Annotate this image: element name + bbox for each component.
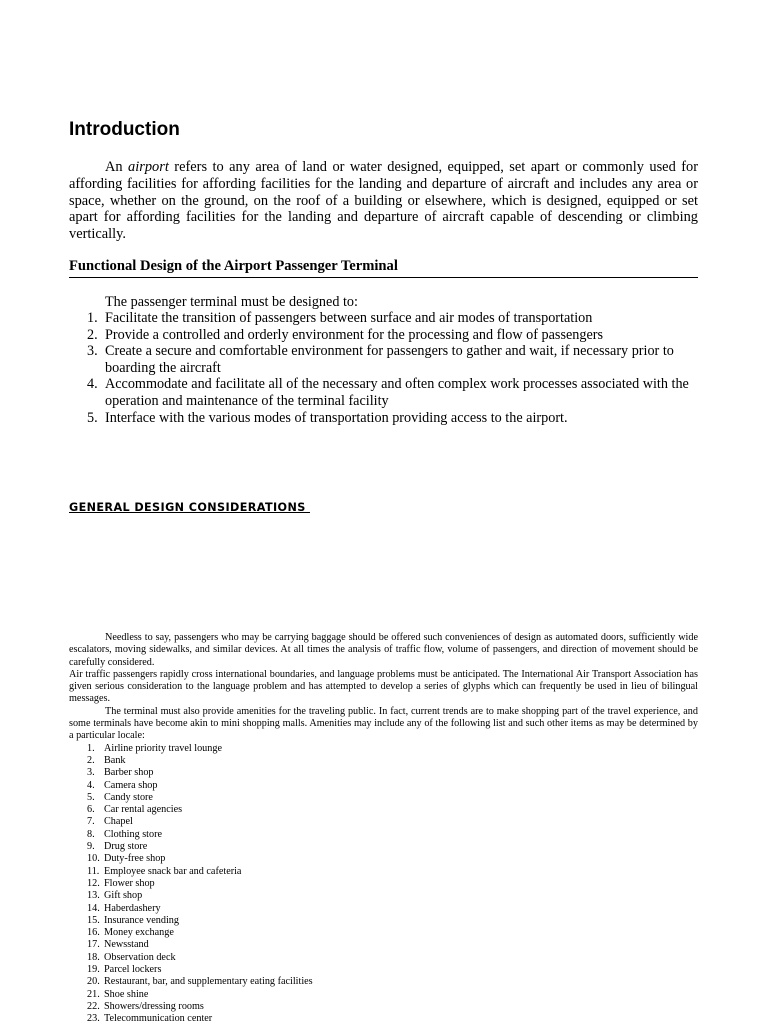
list-item-number: 4.	[87, 376, 98, 393]
list-item-number: 2.	[87, 754, 95, 766]
list-item	[69, 410, 698, 427]
list-item-number: 10.	[87, 853, 100, 865]
list-item	[69, 989, 698, 1001]
list-item-text: Telecommunication center	[104, 1013, 213, 1025]
introduction-paragraph	[69, 159, 698, 243]
terminal-requirements-lead: The passenger terminal must be designed to:	[105, 294, 358, 310]
list-item-text: Airline priority travel lounge	[104, 742, 222, 754]
list-item	[69, 780, 698, 792]
list-item-number: 22.	[87, 1000, 100, 1012]
list-item-text: Bank	[104, 754, 126, 766]
list-item-number: 23.	[87, 1013, 100, 1025]
list-item	[69, 816, 698, 828]
list-item-number: 7.	[87, 816, 95, 828]
list-item	[69, 903, 698, 915]
list-item-number: 19.	[87, 964, 100, 976]
list-item-number: 1.	[87, 742, 95, 754]
list-item-text: Chapel	[104, 816, 133, 828]
amenities-paragraph: The terminal must also provide amenities for the traveling public. In fact, current trends are to make shopping part of the travel experience, and some terminals have become akin to mini shopping malls. Amenities may include any of the following list and such other items as may be determined by a particular locale:	[69, 705, 698, 742]
list-item-text: Provide a controlled and orderly environment for the processing and flow of passengers	[105, 326, 603, 343]
list-item-number: 18.	[87, 951, 100, 963]
general-design-heading: GENERAL DESIGN CONSIDERATIONS	[69, 501, 310, 514]
list-item-text: Insurance vending	[104, 914, 179, 926]
list-item-number: 15.	[87, 914, 100, 926]
list-item-number: 4.	[87, 779, 95, 791]
list-item-number: 3.	[87, 343, 98, 360]
list-item-text: Parcel lockers	[104, 964, 162, 976]
list-item-number: 13.	[87, 890, 100, 902]
list-item-number: 11.	[87, 865, 100, 877]
list-item-text: Restaurant, bar, and supplementary eating facilities	[104, 976, 313, 988]
list-item	[69, 755, 698, 767]
list-item-text: Duty-free shop	[104, 853, 166, 865]
introduction-heading: Introduction	[69, 119, 180, 140]
list-item	[69, 310, 698, 327]
list-item	[69, 890, 698, 902]
list-item	[69, 743, 698, 755]
list-item-text: Money exchange	[104, 927, 174, 939]
list-item-text: Employee snack bar and cafeteria	[104, 865, 242, 877]
list-item	[69, 829, 698, 841]
list-item	[69, 976, 698, 988]
list-item-number: 2.	[87, 326, 98, 343]
airport-term: airport	[128, 159, 169, 175]
list-item	[69, 927, 698, 939]
list-item	[69, 866, 698, 878]
list-item-number: 21.	[87, 988, 100, 1000]
list-item-text: Facilitate the transition of passengers between surface and air modes of transportation	[105, 310, 593, 326]
list-item-number: 5.	[87, 791, 95, 803]
list-item-number: 17.	[87, 939, 100, 951]
list-item-number: 12.	[87, 877, 100, 889]
list-item-text: Haberdashery	[104, 902, 161, 914]
functional-design-heading: Functional Design of the Airport Passenger Terminal	[69, 258, 698, 278]
list-item-text: Candy store	[104, 791, 153, 803]
list-item-text: Observation deck	[104, 951, 176, 963]
list-item-number: 5.	[87, 409, 98, 426]
list-item-text: Accommodate and facilitate all of the necessary and often complex work processes associated with the operation and maintenance of the terminal facility	[105, 376, 689, 409]
list-item	[69, 853, 698, 865]
list-item	[69, 841, 698, 853]
list-item-text: Camera shop	[104, 779, 158, 791]
list-item-text: Flower shop	[104, 877, 155, 889]
list-item	[69, 915, 698, 927]
list-item	[69, 792, 698, 804]
list-item	[69, 1001, 698, 1013]
list-item-number: 14.	[87, 902, 100, 914]
list-item-text: Create a secure and comfortable environment for passengers to gather and wait, if necessary prior to boarding the aircraft	[105, 343, 674, 376]
list-item-number: 20.	[87, 976, 100, 988]
list-item-text: Drug store	[104, 841, 148, 853]
list-item-text: Clothing store	[104, 828, 163, 840]
list-item	[69, 804, 698, 816]
list-item-text: Showers/dressing rooms	[104, 1000, 204, 1012]
list-item	[69, 767, 698, 779]
list-item-text: Barber shop	[104, 767, 154, 779]
list-item	[69, 939, 698, 951]
list-item-number: 9.	[87, 841, 95, 853]
amenities-list	[69, 743, 698, 1026]
intro-text-rest: refers to any area of land or water designed, equipped, set apart or commonly used for affording facilities for affording facilities for the landing and departure of aircraft and includes any area or space, whether on the ground, on the roof of a building or elsewhere, which is designed, equipped or set apart for affording facilities for the landing and departure of aircraft capable of descending or climbing vertically.	[69, 159, 698, 243]
language-paragraph: Air traffic passengers rapidly cross international boundaries, and language problems must be anticipated. The International Air Transport Association has given serious consideration to the language problem and has attempted to develop a series of glyphs which can frequently be used in lieu of bilingual messages.	[69, 668, 698, 705]
intro-text-start: An	[105, 159, 129, 175]
list-item-text: Shoe shine	[104, 988, 149, 1000]
list-item	[69, 327, 698, 344]
list-item	[69, 343, 698, 376]
list-item-text: Gift shop	[104, 890, 143, 902]
list-item-text: Newsstand	[104, 939, 149, 951]
list-item-number: 16.	[87, 927, 100, 939]
list-item	[69, 952, 698, 964]
list-item	[69, 878, 698, 890]
list-item-text: Car rental agencies	[104, 804, 183, 816]
list-item-number: 3.	[87, 767, 95, 779]
list-item	[69, 376, 698, 409]
list-item-text: Interface with the various modes of transportation providing access to the airport.	[105, 409, 568, 426]
list-item-number: 1.	[87, 310, 98, 326]
list-item-number: 6.	[87, 804, 95, 816]
terminal-requirements-list	[69, 310, 698, 426]
baggage-paragraph: Needless to say, passengers who may be carrying baggage should be offered such conveniences of design as automated doors, sufficiently wide escalators, moving sidewalks, and similar devices. At all times the analysis of traffic flow, volume of passengers, and direction of movement should be carefully considered.	[69, 632, 698, 668]
general-design-body	[69, 632, 698, 1026]
list-item	[69, 964, 698, 976]
list-item-number: 8.	[87, 828, 95, 840]
